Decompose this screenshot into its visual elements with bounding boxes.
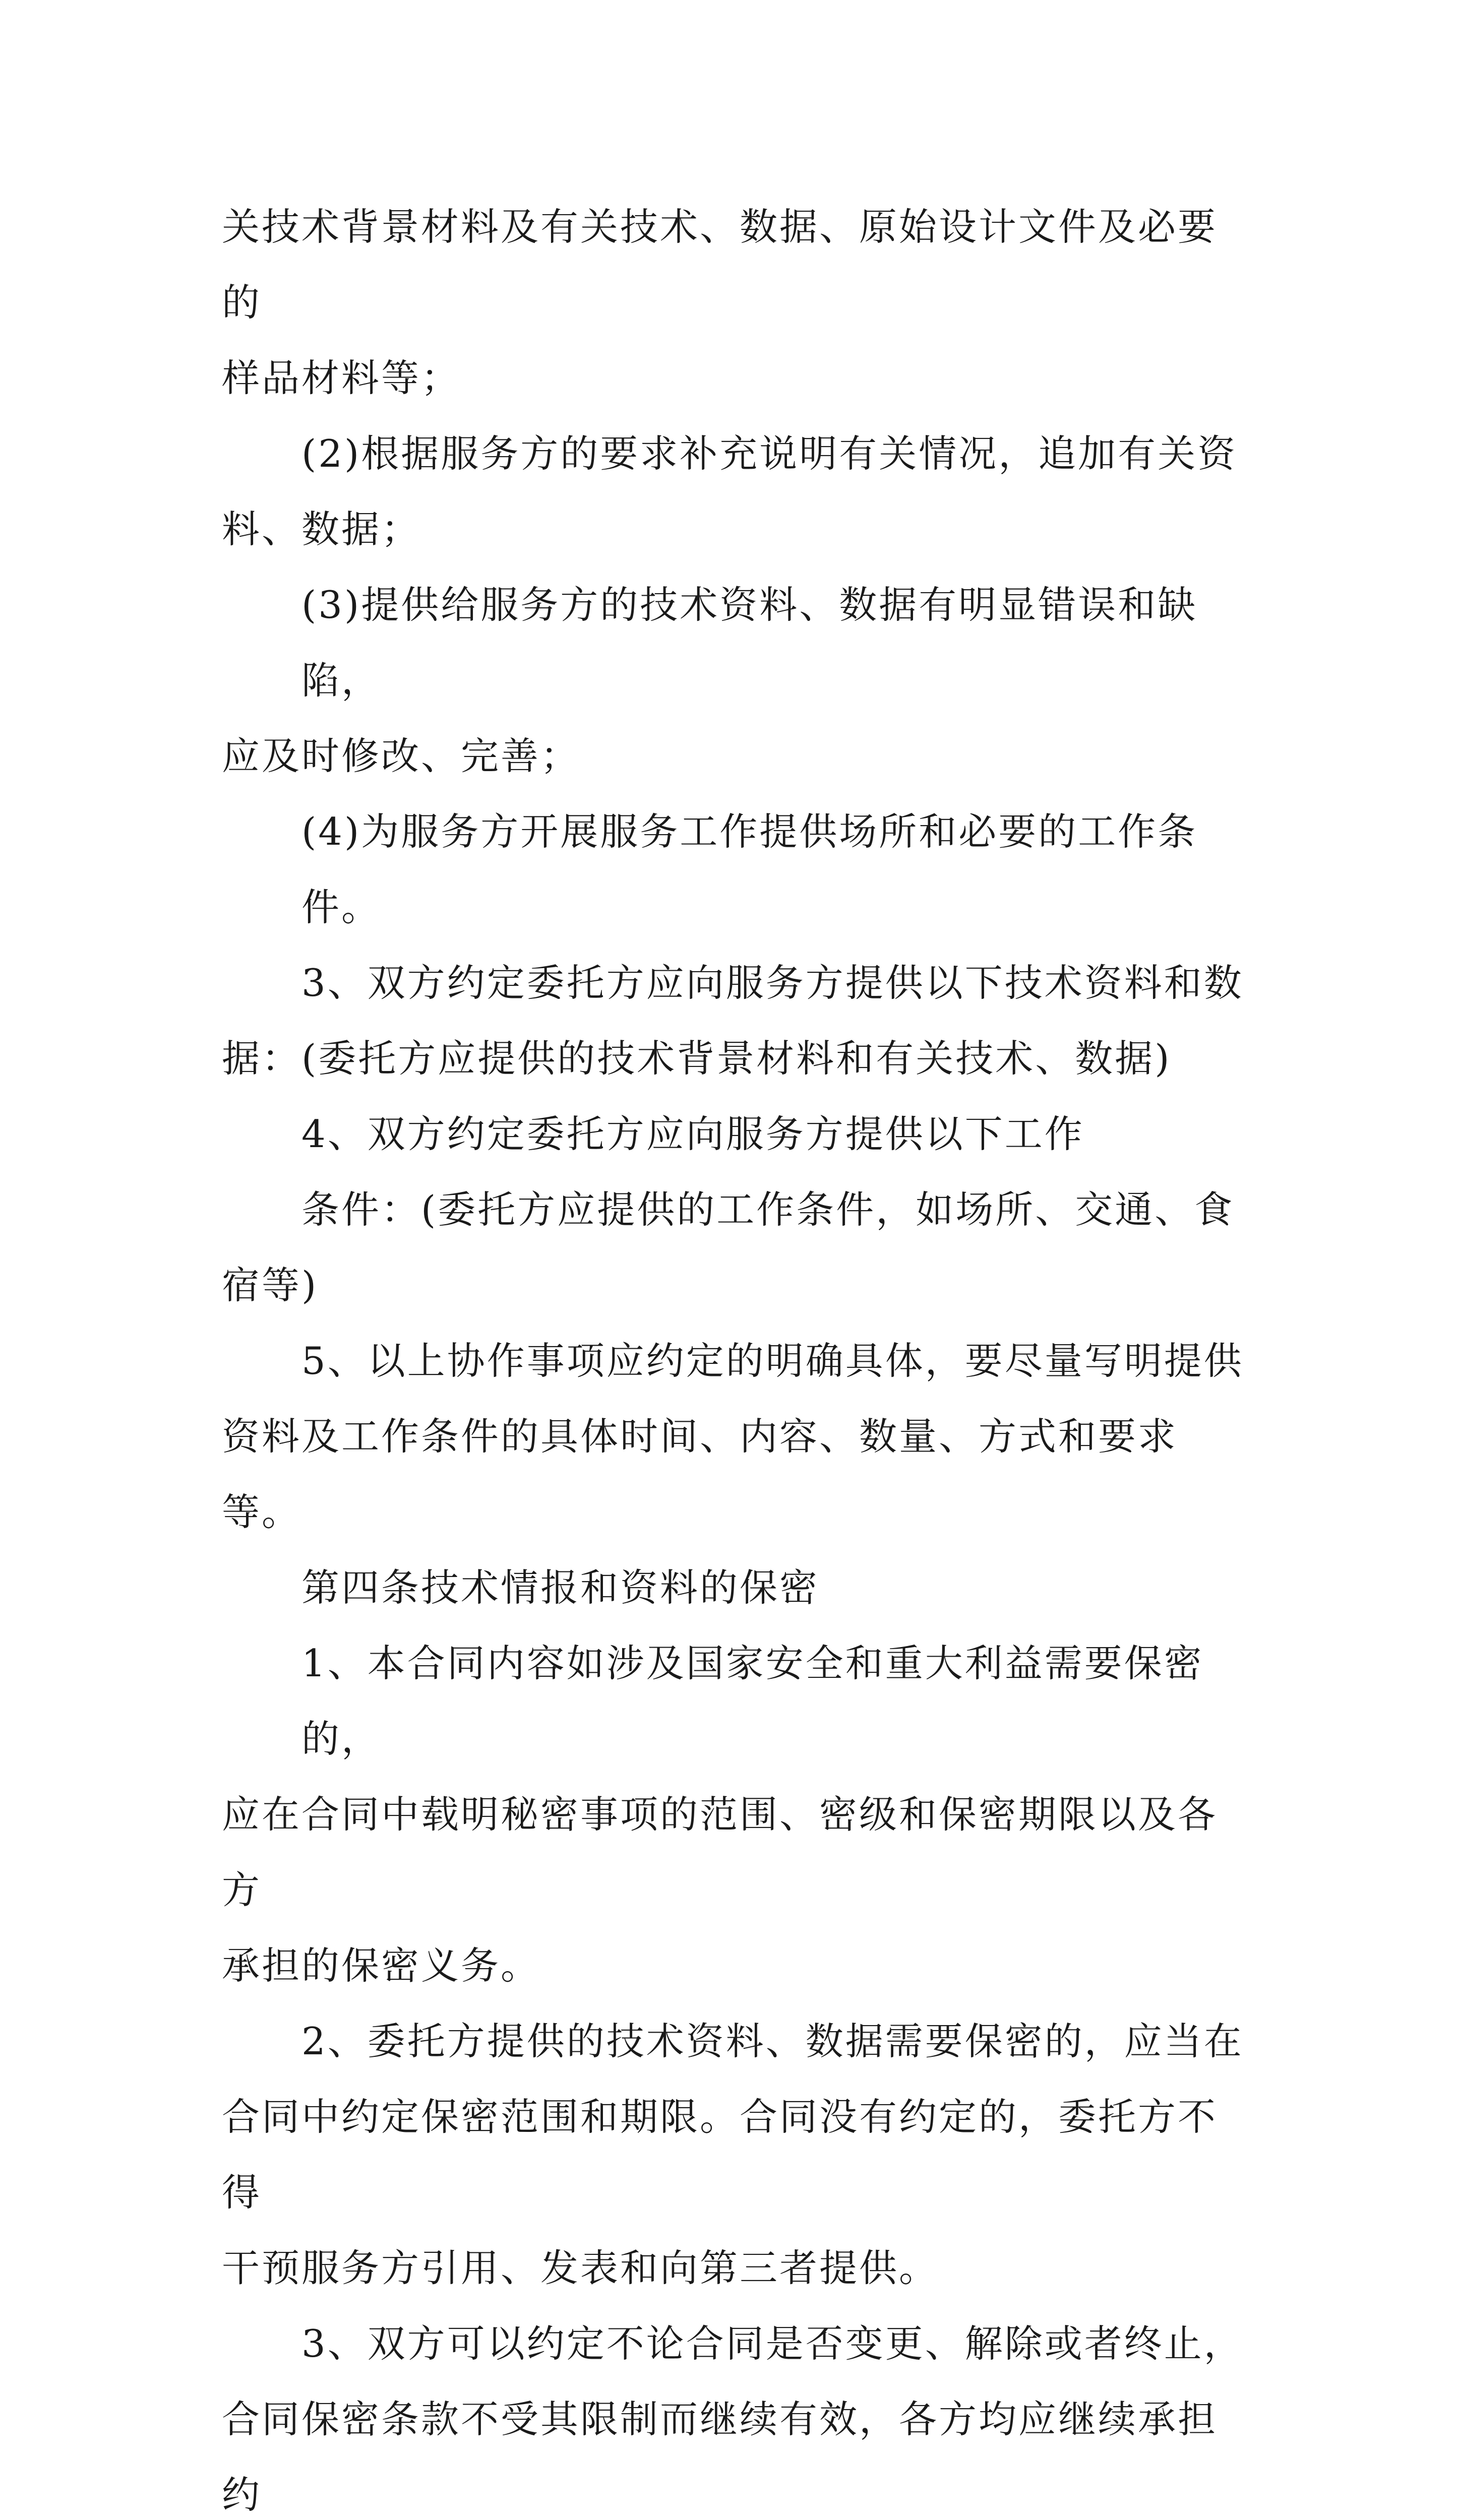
text-line: 合同保密条款不受其限制而继续有效，各方均应继续承担约 (222, 2397, 1218, 2517)
text-line: 条件：(委托方应提供的工作条件，如场所、交通、食 (301, 1187, 1235, 1232)
text-line: 资料及工作条件的具体时间、内容、数量、方式和要求等。 (222, 1414, 1178, 1534)
section-heading: 第四条技术情报和资料的保密 (301, 1565, 820, 1610)
document-body (222, 189, 1250, 2520)
text-line: 2、委托方提供的技术资料、数据需要保密的，应当在 (301, 2019, 1244, 2063)
text-line: 3、双方约定委托方应向服务方提供以下技术资料和数 (301, 961, 1244, 1005)
text-line: 应在合同中载明秘密事项的范围、密级和保密期限以及各方 (222, 1792, 1218, 1912)
text-line: 承担的保密义务。 (222, 1943, 541, 1988)
text-line: 样品材料等； (222, 356, 461, 400)
text-line: 关技术背景材料及有关技术、数据、原始设计文件及必要的 (222, 205, 1218, 325)
text-line: 干预服务方引用、发表和向第三者提供。 (222, 2246, 939, 2290)
text-line: 应及时修改、完善； (222, 734, 581, 778)
text-line: 据：(委托方应提供的技术背景材料和有关技术、数据) (222, 1036, 1172, 1081)
text-line: (3)提供给服务方的技术资料、数据有明显错误和缺陷， (301, 583, 1198, 703)
text-line: 合同中约定保密范围和期限。合同没有约定的，委托方不得 (222, 2095, 1218, 2215)
text-line: 料、数据； (222, 507, 421, 551)
text-line: 5、以上协作事项应约定的明确具体，要尽量写明提供 (301, 1339, 1244, 1383)
text-line: 4、双方约定委托方应向服务方提供以下工作 (301, 1112, 1084, 1156)
text-line: (2)根据服务方的要求补充说明有关情况，追加有关资 (301, 431, 1238, 476)
text-line: (4)为服务方开展服务工作提供场所和必要的工作条件。 (301, 809, 1198, 929)
text-line: 1、本合同内容如涉及国家安全和重大利益需要保密的， (301, 1641, 1204, 1761)
text-line: 宿等) (222, 1263, 319, 1307)
text-line: 3、双方可以约定不论合同是否变更、解除或者终止， (301, 2321, 1244, 2366)
